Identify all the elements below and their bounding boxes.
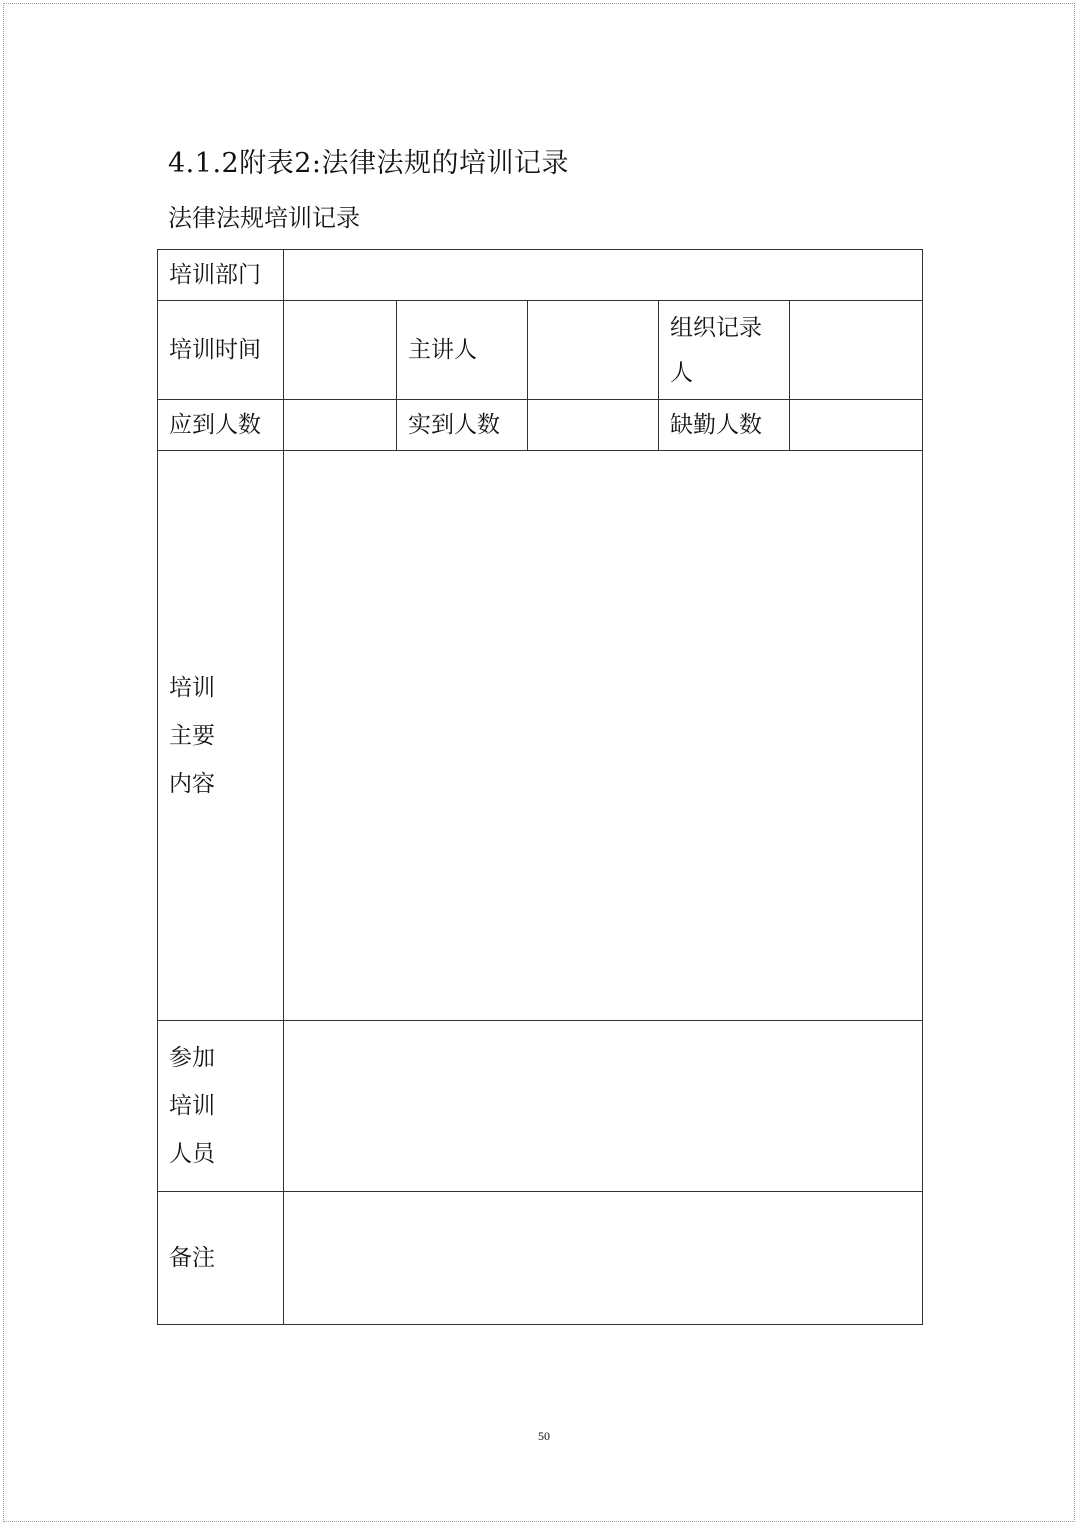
organizer-label-cell (659, 301, 790, 400)
participants-label-cell (158, 1021, 284, 1192)
content-label: 培训主要内容 (169, 674, 215, 797)
document-page (3, 3, 1075, 1522)
table-row (158, 1021, 923, 1192)
lecturer-label: 主讲人 (397, 301, 528, 400)
absent-count-value-cell[interactable] (790, 400, 923, 451)
absent-count-label: 缺勤人数 (659, 400, 790, 451)
remarks-value-cell[interactable] (284, 1192, 923, 1325)
training-time-label: 培训时间 (158, 301, 284, 400)
table-row (158, 301, 923, 400)
department-value-cell[interactable] (284, 250, 923, 301)
table-row (158, 1192, 923, 1325)
expected-count-label: 应到人数 (158, 400, 284, 451)
participants-label: 参加培训人员 (169, 1045, 215, 1167)
table-row (158, 400, 923, 451)
remarks-label: 备注 (158, 1192, 284, 1325)
content-value-cell[interactable] (284, 451, 923, 1021)
expected-count-value-cell[interactable] (284, 400, 397, 451)
table-row (158, 451, 923, 1021)
department-label: 培训部门 (158, 250, 284, 301)
organizer-value-cell[interactable] (790, 301, 923, 400)
organizer-label: 组织记录人 (670, 315, 762, 386)
table-row (158, 250, 923, 301)
lecturer-value-cell[interactable] (528, 301, 659, 400)
table-title: 法律法规培训记录 (168, 204, 360, 232)
training-record-table (157, 249, 923, 1325)
content-label-cell (158, 451, 284, 1021)
participants-value-cell[interactable] (284, 1021, 923, 1192)
actual-count-value-cell[interactable] (528, 400, 659, 451)
actual-count-label: 实到人数 (397, 400, 528, 451)
page-number: 50 (538, 1429, 550, 1443)
section-heading: 4.1.2附表2:法律法规的培训记录 (168, 148, 569, 179)
training-time-value-cell[interactable] (284, 301, 397, 400)
